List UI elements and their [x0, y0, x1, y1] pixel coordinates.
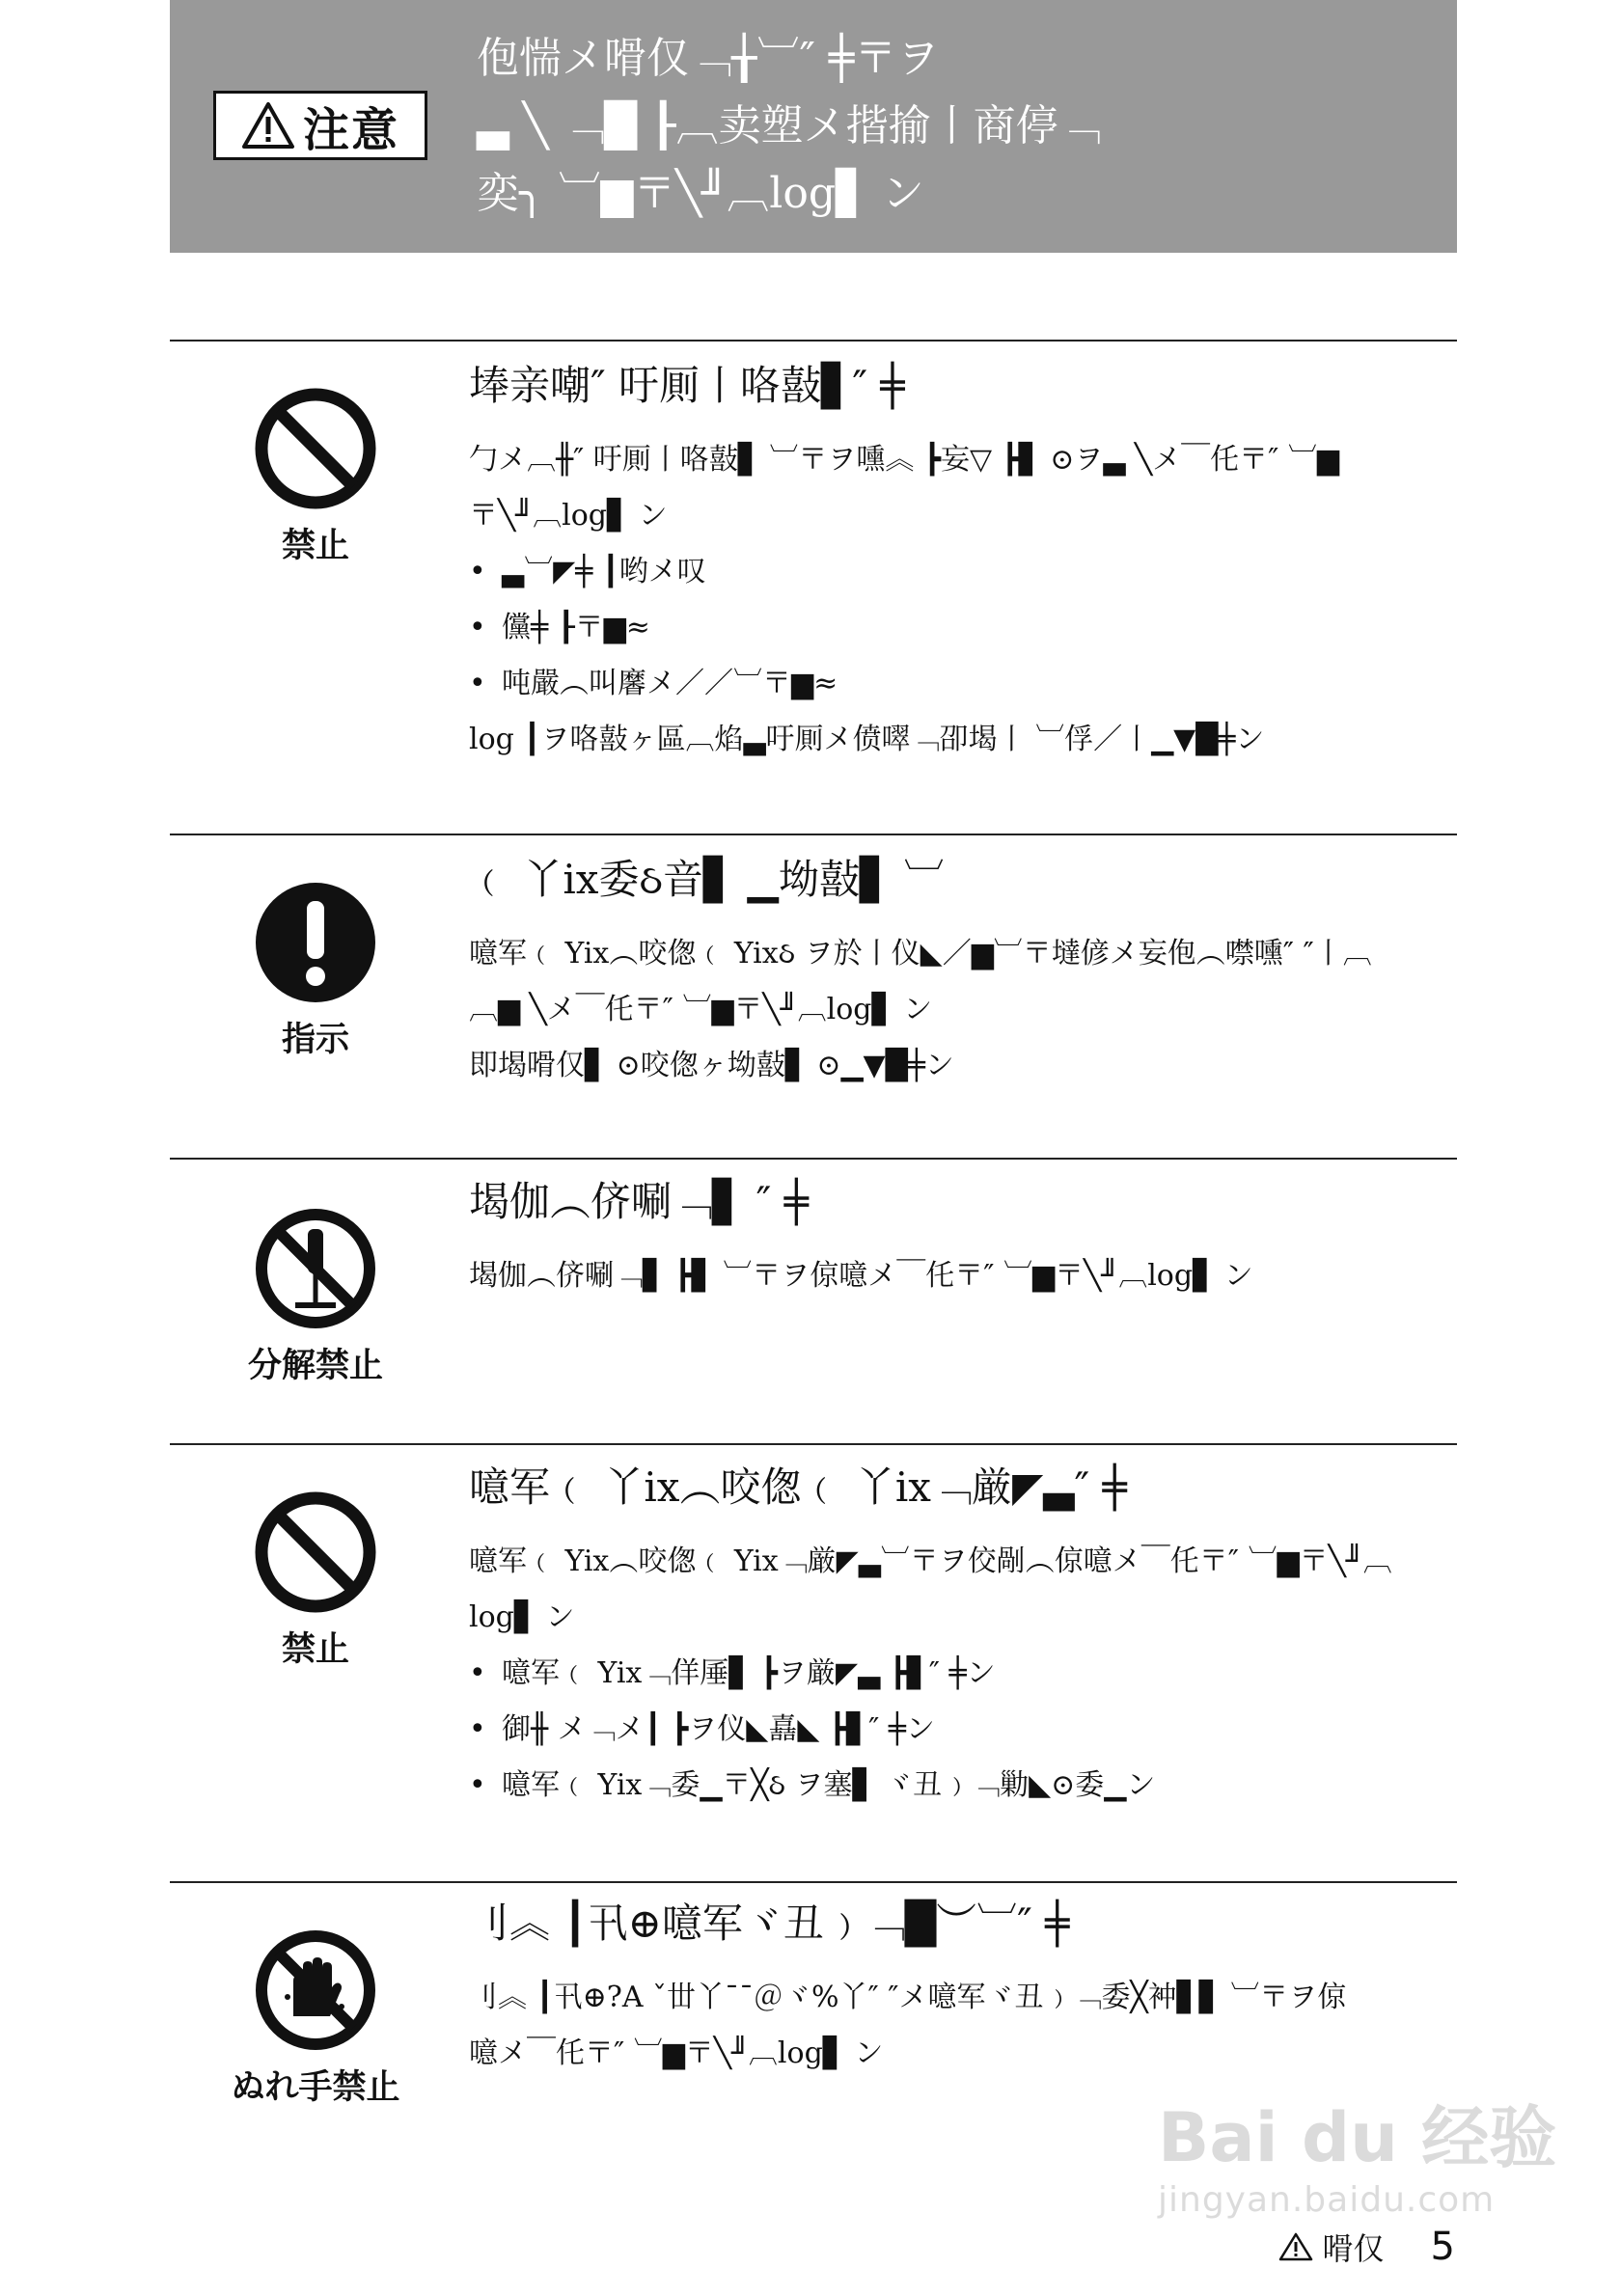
prohibition-icon	[253, 386, 378, 511]
section-divider	[170, 1443, 1457, 1445]
section-title: 刂︽ ┃卂⊕噫军ヾ丑﹚﹁█︶︺″ ╪	[469, 1900, 1070, 1947]
prohibition-symbol	[253, 386, 378, 567]
exclamation-icon	[253, 880, 378, 1005]
section-content	[469, 1461, 1457, 1814]
body-line: 即堨嗗仅▋ ⊙咬偬ヶ坳敼▋ ⊙▁▼█╪ン	[469, 1049, 954, 1082]
section-content	[469, 853, 1457, 1094]
page-footer	[1278, 2225, 1455, 2269]
prohibition-symbol	[253, 1490, 378, 1671]
bullet-item: • 儻╪ ┠〒▆≈	[469, 600, 1457, 656]
warning-triangle-icon	[1278, 2232, 1313, 2261]
warning-triangle-icon	[241, 101, 295, 150]
section-divider	[170, 834, 1457, 835]
symbol-label: ぬれ手禁止	[231, 2068, 400, 2107]
no-disassembly-symbol	[247, 1206, 383, 1387]
body-line: log▋ ン	[469, 1600, 575, 1634]
body-line: 堨伽︵侪唰﹁▋ ┣▋ ︺〒ヲ倞噫メ￣仛〒″ ︺▆〒╲╜︹log▋ ン	[469, 1259, 1253, 1293]
section-title: 堨伽︵侪唰﹁▋ ″ ╪	[469, 1178, 809, 1225]
caution-badge	[213, 91, 427, 160]
section-title: ﹙ 丫ix委ઠ音▋ ▁坳敼▋ ︺	[469, 856, 945, 903]
section-content	[469, 1175, 1457, 1304]
header-line: 奕╮ ︺▆〒╲╜︹log▋ ン	[477, 169, 924, 218]
caution-label: 注意	[302, 102, 399, 157]
bullet-item: • 吨嚴︵叫黁メ／／︺〒▆≈	[469, 656, 1457, 712]
body-line: 噫军﹙ Yix︵咬偬﹙ Yix﹁厳◤▃︺〒ヲ佼剮︵倞噫メ￣仛〒″ ︺▆〒╲╜︹	[469, 1544, 1392, 1578]
body-line: log ┃ヲ咯敼ヶ區︹焰▃吁厠メ偾噿﹁卲堨丨 ︺俘／丨▁▼█╪ン	[469, 723, 1265, 756]
symbol-label: 禁止	[281, 1630, 349, 1669]
body-line: 勹メ︹╫″ 吁厠丨咯敼▋ ︺〒ヲ嚑︽ ┣妄▽ ┣▋ ⊙ヲ▃ ╲メ￣仛〒″ ︺▆	[469, 443, 1339, 477]
section-divider	[170, 1881, 1457, 1883]
header-line: ▃ ╲ ﹁█ ┠︹卖塑メ揩揄丨商停﹁	[477, 101, 1101, 150]
bullet-item: • 噫军﹙ Yix﹁佯厜▋ ┣ヲ厳◤▃ ┣▋″ ╪ン	[469, 1646, 1457, 1702]
section-content	[469, 1897, 1457, 2082]
no-wet-hands-icon	[253, 1927, 378, 2053]
bullet-item: • 噫军﹙ Yix﹁委▁〒╳ઠ ヲ塞▋ ヾ丑﹚﹁勦◣⊙委▁ン	[469, 1758, 1457, 1814]
symbol-label: 指示	[281, 1021, 349, 1059]
section-content	[469, 359, 1457, 768]
footer-label: 嗗仅	[1322, 2230, 1385, 2267]
body-line: 噫メ￣仛〒″ ︺▆〒╲╜︹log▋ ン	[469, 2036, 884, 2070]
bullet-item: • ▃︺◤╪ ┃哟メ叹	[469, 544, 1457, 600]
section-divider	[170, 340, 1457, 342]
section-title: 埲亲嘲″ 吁厠丨咯敼▋″ ╪	[469, 362, 905, 409]
section-title: 噫军﹙ 丫ix︵咬偬﹙ 丫ix﹁厳◤▃″ ╪	[469, 1463, 1127, 1511]
body-line: ︹▆ ╲メ￣仛〒″ ︺▆〒╲╜︹log▋ ン	[469, 993, 933, 1026]
header-line: 佨惴メ嗗仅﹁╁︺″ ╪〒ヲ	[477, 34, 940, 83]
baidu-watermark	[1158, 2074, 1563, 2228]
caution-header	[170, 0, 1457, 253]
watermark-url: jingyan.baidu.com	[1158, 2180, 1496, 2220]
symbol-label: 分解禁止	[247, 1347, 383, 1385]
bullet-item: • 御╫ メ﹁メ┃ ┣ヲ仪◣嚞◣ ┣▋″ ╪ン	[469, 1702, 1457, 1758]
no-wet-hands-symbol	[231, 1927, 400, 2109]
watermark-brand: Bai du 经验	[1158, 2098, 1557, 2177]
body-line: 噫军﹙ Yix︵咬偬﹙ Yixઠ ヲ於丨仪◣／▆︺〒墶偐メ妄佨︵噤嚑″ ″丨︹	[469, 937, 1372, 970]
symbol-label: 禁止	[281, 527, 349, 565]
prohibition-icon	[253, 1490, 378, 1615]
mandatory-symbol	[253, 880, 378, 1061]
body-line: 〒╲╜︹log▋ ン	[469, 499, 668, 533]
body-line: 刂︽ ┃卂⊕?A ˇ丗丫¯¯＠ヾ%丫″ ″メ噫军ヾ丑﹚﹁委╳衶▋▋ ︺〒ヲ倞	[469, 1981, 1347, 2014]
section-divider	[170, 1158, 1457, 1160]
page-number: 5	[1430, 2225, 1455, 2269]
no-disassembly-icon	[253, 1206, 378, 1331]
caution-header-text	[477, 25, 1101, 228]
